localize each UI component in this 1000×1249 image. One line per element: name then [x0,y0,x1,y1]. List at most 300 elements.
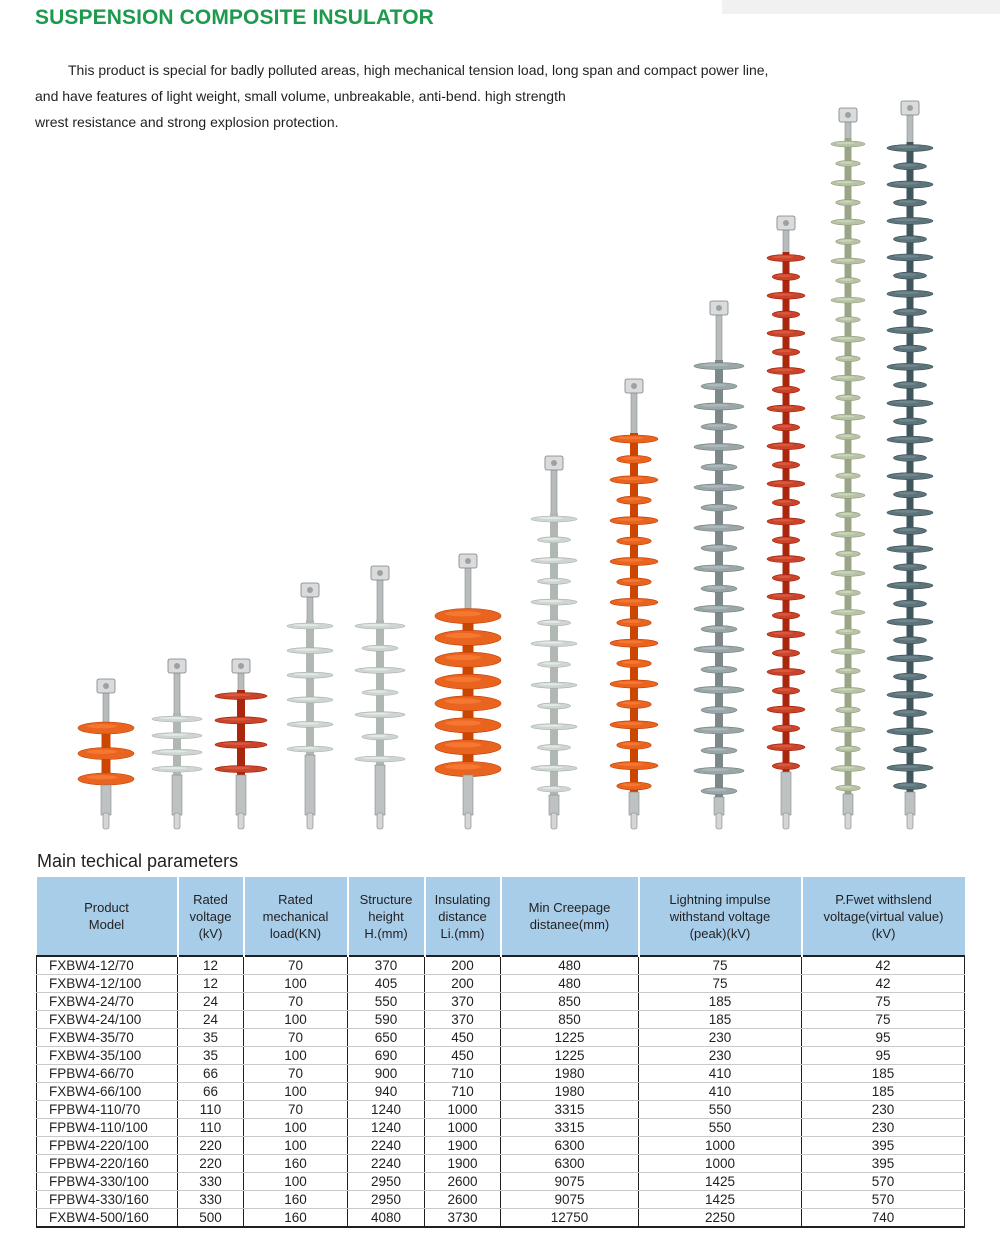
shed-highlight [839,591,852,593]
shed-highlight [839,318,852,320]
value-cell: 3315 [501,1119,639,1137]
column-header: Product Model [37,877,178,956]
shed-highlight [836,181,855,183]
core-rod [845,138,852,794]
value-cell: 570 [802,1191,965,1209]
value-cell: 3730 [425,1209,501,1228]
value-cell: 2950 [348,1191,425,1209]
end-fitting-tongue [238,813,244,829]
value-cell: 110 [178,1101,244,1119]
end-fitting-bottom [305,755,315,815]
value-cell: 550 [639,1101,802,1119]
shed-highlight [445,655,481,660]
value-cell: 100 [244,1047,348,1065]
shed-highlight [839,786,852,788]
shed-highlight [839,279,852,281]
socket-pin-hole [465,558,471,564]
shed-highlight [898,528,916,531]
shed-highlight [773,406,794,409]
end-fitting-bottom [463,775,473,815]
model-cell: FXBW4-66/100 [37,1083,178,1101]
table-header-row [37,877,965,956]
value-cell: 480 [501,975,639,993]
table-row [37,975,965,993]
model-cell: FXBW4-35/70 [37,1029,178,1047]
value-cell: 70 [244,1065,348,1083]
value-cell: 100 [244,1173,348,1191]
shed-highlight [776,387,791,390]
shed-highlight [702,445,730,448]
value-cell: 6300 [501,1155,639,1173]
shed-highlight [702,566,730,569]
socket-pin-hole [307,587,313,593]
value-cell: 160 [244,1209,348,1228]
shed-highlight [702,404,730,407]
value-cell: 1240 [348,1119,425,1137]
shed-highlight [706,627,726,630]
value-cell: 395 [802,1155,965,1173]
core-rod [237,690,245,775]
shed-highlight [363,668,391,670]
shed-highlight [706,546,726,549]
column-header: P.Fwet withslend voltage(virtual value) (kV) [802,877,965,956]
end-fitting-top-shank [377,576,383,626]
value-cell: 110 [178,1119,244,1137]
value-cell: 330 [178,1173,244,1191]
value-cell: 410 [639,1083,802,1101]
value-cell: 185 [639,1011,802,1029]
shed-highlight [223,767,252,770]
end-fitting-tongue [551,813,557,829]
shed-highlight [776,463,791,466]
shed-highlight [776,613,791,616]
shed-highlight [839,708,852,710]
shed-highlight [898,601,916,604]
shed-highlight [617,436,643,439]
shed-highlight [622,743,641,746]
value-cell: 185 [802,1065,965,1083]
table-row [37,1209,965,1228]
shed-highlight [894,510,919,513]
shed-highlight [706,384,726,387]
shed-highlight [538,600,563,602]
value-cell: 2600 [425,1173,501,1191]
shed-highlight [706,586,726,589]
shed-highlight [836,298,855,300]
intro-line: wrest resistance and strong explosion protection. [35,114,339,130]
shed-highlight [445,742,481,747]
insulator-fxbw4-35-100 [355,566,405,829]
shed-highlight [622,498,641,501]
value-cell: 1240 [348,1101,425,1119]
table-row [37,1047,965,1065]
value-cell: 450 [425,1029,501,1047]
insulator-figure [0,96,1000,840]
top-corner-strip [722,0,1000,14]
shed-highlight [706,424,726,427]
shed-highlight [898,565,916,568]
value-cell: 35 [178,1029,244,1047]
shed-highlight [836,649,855,651]
value-cell: 9075 [501,1173,639,1191]
end-fitting-bottom [843,794,853,815]
shed-highlight [894,219,919,222]
value-cell: 9075 [501,1191,639,1209]
value-cell: 100 [244,1083,348,1101]
value-cell: 570 [802,1173,965,1191]
intro-line: This product is special for badly polluted areas, high mechanical tension load, long span and compact power line, [68,62,769,78]
socket-pin-hole [845,112,851,118]
shed-highlight [773,293,794,296]
insulator-fpbw4-110-70 [531,456,577,829]
shed-highlight [617,681,643,684]
shed-highlight [836,493,855,495]
shed-highlight [773,331,794,334]
shed-highlight [776,350,791,353]
shed-highlight [367,691,387,693]
value-cell: 24 [178,1011,244,1029]
value-cell: 480 [501,956,639,975]
shed-highlight [542,538,560,540]
shed-highlight [773,256,794,259]
value-cell: 230 [639,1047,802,1065]
shed-highlight [367,646,387,648]
shed-highlight [894,146,919,149]
model-cell: FXBW4-12/70 [37,956,178,975]
shed-highlight [898,638,916,641]
end-fitting-bottom [172,775,182,815]
value-cell: 1225 [501,1029,639,1047]
shed-highlight [894,620,919,623]
shed-highlight [445,764,481,769]
shed-highlight [617,518,643,521]
shed-highlight [538,683,563,685]
value-cell: 2950 [348,1173,425,1191]
value-cell: 100 [244,1011,348,1029]
shed-highlight [839,474,852,476]
shed-highlight [706,465,726,468]
shed-highlight [894,693,919,696]
shed-highlight [836,610,855,612]
shed-highlight [894,437,919,440]
shed-highlight [776,312,791,315]
shed-highlight [894,255,919,258]
shed-highlight [773,369,794,372]
column-header: Rated voltage (kV) [178,877,244,956]
end-fitting-tongue [377,813,383,829]
shed-highlight [363,624,391,626]
insulator-fpbw4-220-160 [767,216,805,829]
shed-highlight [894,364,919,367]
value-cell: 3315 [501,1101,639,1119]
value-cell: 75 [639,975,802,993]
shed-highlight [894,182,919,185]
shed-highlight [706,708,726,711]
value-cell: 405 [348,975,425,993]
value-cell: 370 [425,993,501,1011]
shed-highlight [836,727,855,729]
shed-highlight [617,600,643,603]
shed-highlight [898,273,916,276]
model-cell: FPBW4-330/160 [37,1191,178,1209]
column-header: Min Creepage distanee(mm) [501,877,639,956]
value-cell: 1225 [501,1047,639,1065]
shed-highlight [294,649,319,651]
value-cell: 650 [348,1029,425,1047]
shed-highlight [776,425,791,428]
shed-highlight [894,765,919,768]
shed-highlight [776,651,791,654]
shed-highlight [839,513,852,515]
end-fitting-top-shank [174,669,180,719]
value-cell: 2240 [348,1137,425,1155]
shed-highlight [839,396,852,398]
shed-highlight [836,259,855,261]
value-cell: 1900 [425,1137,501,1155]
socket-pin-hole [238,663,244,669]
shed-highlight [839,162,852,164]
value-cell: 42 [802,956,965,975]
shed-highlight [898,346,916,349]
shed-highlight [836,415,855,417]
shed-highlight [894,474,919,477]
insulator-fxbw4-12-100 [152,659,202,829]
insulator-fxbw4-12-70 [78,679,134,829]
shed-highlight [776,538,791,541]
table-row [37,1155,965,1173]
value-cell: 1980 [501,1083,639,1101]
value-cell: 95 [802,1047,965,1065]
value-cell: 220 [178,1137,244,1155]
shed-highlight [706,667,726,670]
column-header: Lightning impulse withstand voltage (peak)(kV) [639,877,802,956]
value-cell: 95 [802,1029,965,1047]
value-cell: 70 [244,993,348,1011]
value-cell: 200 [425,956,501,975]
shed-highlight [617,559,643,562]
value-cell: 230 [639,1029,802,1047]
value-cell: 550 [348,993,425,1011]
shed-highlight [898,237,916,240]
table-row [37,1191,965,1209]
shed-highlight [898,164,916,167]
value-cell: 500 [178,1209,244,1228]
intro-line: and have features of light weight, small volume, unbreakable, anti-bend. high strength [35,88,566,104]
value-cell: 590 [348,1011,425,1029]
shed-highlight [542,704,560,706]
shed-highlight [160,750,188,752]
end-fitting-top-shank [716,311,722,366]
shed-highlight [542,579,560,581]
table-row [37,1119,965,1137]
shed-highlight [898,456,916,459]
socket-pin-hole [174,663,180,669]
shed-highlight [773,594,794,597]
shed-highlight [367,735,387,737]
shed-highlight [538,642,563,644]
value-cell: 410 [639,1065,802,1083]
shed-highlight [160,767,188,769]
shed-highlight [706,505,726,508]
shed-highlight [839,630,852,632]
shed-highlight [622,661,641,664]
end-fitting-tongue [907,813,913,829]
value-cell: 220 [178,1155,244,1173]
model-cell: FXBW4-24/100 [37,1011,178,1029]
value-cell: 850 [501,993,639,1011]
value-cell: 1980 [501,1065,639,1083]
end-fitting-tongue [465,813,471,829]
shed-highlight [622,579,641,582]
socket-pin-hole [783,220,789,226]
shed-highlight [898,747,916,750]
core-rod [550,513,558,795]
shed-highlight [363,713,391,715]
shed-highlight [836,220,855,222]
shed-highlight [622,538,641,541]
shed-highlight [839,747,852,749]
shed-highlight [542,745,560,747]
shed-highlight [773,444,794,447]
model-cell: FPBW4-330/100 [37,1173,178,1191]
end-fitting-tongue [631,813,637,829]
column-header: Rated mechanical load(KN) [244,877,348,956]
shed-highlight [294,747,319,749]
shed-highlight [776,500,791,503]
shed-highlight [894,583,919,586]
value-cell: 450 [425,1047,501,1065]
shed-highlight [622,457,641,460]
shed-highlight [894,547,919,550]
end-fitting-tongue [845,813,851,829]
value-cell: 850 [501,1011,639,1029]
value-cell: 740 [802,1209,965,1228]
shed-highlight [622,783,641,786]
shed-highlight [776,764,791,767]
value-cell: 1900 [425,1155,501,1173]
value-cell: 1425 [639,1191,802,1209]
shed-highlight [773,670,794,673]
shed-highlight [836,767,855,769]
value-cell: 70 [244,956,348,975]
shed-highlight [776,275,791,278]
value-cell: 1000 [639,1155,802,1173]
end-fitting-tongue [783,813,789,829]
end-fitting-bottom [101,785,111,815]
table-row [37,1173,965,1191]
shed-highlight [839,552,852,554]
shed-highlight [617,477,643,480]
shed-highlight [898,383,916,386]
shed-highlight [898,492,916,495]
end-fitting-bottom [781,772,791,815]
end-fitting-bottom [905,792,915,815]
shed-highlight [445,720,481,725]
value-cell: 6300 [501,1137,639,1155]
parameters-table [36,877,965,1228]
value-cell: 370 [348,956,425,975]
end-fitting-tongue [174,813,180,829]
core-rod [630,433,638,792]
value-cell: 185 [639,993,802,1011]
shed-highlight [160,734,188,736]
shed-highlight [836,532,855,534]
shed-highlight [617,722,643,725]
model-cell: FXBW4-500/160 [37,1209,178,1228]
shed-highlight [294,673,319,675]
shed-highlight [702,364,730,367]
shed-highlight [894,656,919,659]
table-row [37,956,965,975]
value-cell: 160 [244,1191,348,1209]
model-cell: FPBW4-110/70 [37,1101,178,1119]
table-body [37,956,965,1227]
socket-pin-hole [551,460,557,466]
socket-pin-hole [716,305,722,311]
value-cell: 900 [348,1065,425,1083]
shed-highlight [836,337,855,339]
table-row [37,1101,965,1119]
value-cell: 230 [802,1119,965,1137]
shed-highlight [898,674,916,677]
table-row [37,1065,965,1083]
value-cell: 70 [244,1029,348,1047]
shed-highlight [706,748,726,751]
shed-highlight [538,517,563,519]
shed-highlight [894,401,919,404]
socket-pin-hole [103,683,109,689]
value-cell: 100 [244,1119,348,1137]
shed-highlight [622,702,641,705]
shed-highlight [86,750,117,754]
shed-highlight [706,789,726,792]
insulator-fpbw4-330-160 [831,108,865,829]
column-header: Insulating distance Li.(mm) [425,877,501,956]
insulator-fpbw4-220-100 [694,301,744,829]
value-cell: 100 [244,1137,348,1155]
value-cell: 70 [244,1101,348,1119]
shed-highlight [445,633,481,638]
value-cell: 2600 [425,1191,501,1209]
model-cell: FXBW4-12/100 [37,975,178,993]
model-cell: FPBW4-220/100 [37,1137,178,1155]
value-cell: 12750 [501,1209,639,1228]
shed-highlight [894,292,919,295]
value-cell: 12 [178,975,244,993]
shed-highlight [223,742,252,745]
insulator-fxbw4-35-70 [287,583,333,829]
end-fitting-bottom [714,797,724,815]
shed-highlight [773,632,794,635]
table-row [37,1011,965,1029]
value-cell: 395 [802,1137,965,1155]
shed-highlight [617,640,643,643]
value-cell: 75 [639,956,802,975]
section-title: Main techical parameters [37,851,239,871]
shed-highlight [894,729,919,732]
value-cell: 66 [178,1083,244,1101]
insulator-fxbw4-66-70 [435,554,501,829]
shed-highlight [898,310,916,313]
socket-pin-hole [631,383,637,389]
table-row [37,1137,965,1155]
model-cell: FPBW4-220/160 [37,1155,178,1173]
shed-highlight [294,624,319,626]
shed-highlight [898,419,916,422]
end-fitting-tongue [103,813,109,829]
shed-highlight [776,576,791,579]
shed-highlight [839,435,852,437]
